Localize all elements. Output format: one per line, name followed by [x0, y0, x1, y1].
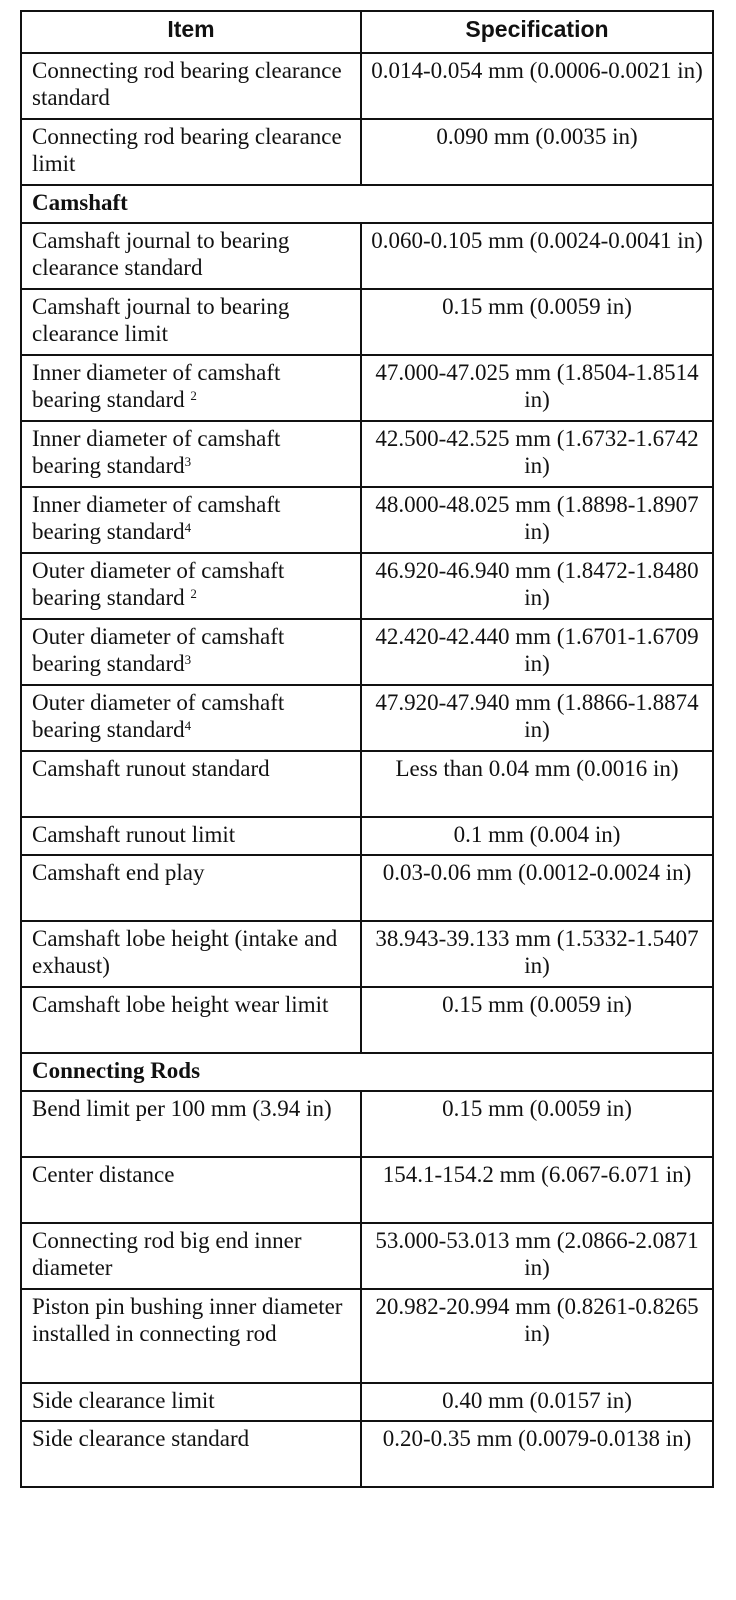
spec-cell: 0.15 mm (0.0059 in) — [361, 1091, 713, 1157]
table-row — [21, 921, 713, 987]
table-row — [21, 685, 713, 751]
spec-cell: 42.500-42.525 mm (1.6732-1.6742 in) — [361, 421, 713, 487]
footnote-marker: 4 — [184, 520, 192, 535]
specification-table — [20, 10, 714, 1488]
table-row — [21, 487, 713, 553]
table-row — [21, 1289, 713, 1383]
table-row — [21, 355, 713, 421]
item-cell — [21, 355, 361, 421]
item-cell — [21, 421, 361, 487]
item-cell: Side clearance limit — [21, 1383, 361, 1421]
item-cell: Piston pin bushing inner diameter installed in connecting rod — [21, 1289, 361, 1383]
footnote-marker: 3 — [184, 652, 192, 667]
spec-cell: 53.000-53.013 mm (2.0866-2.0871 in) — [361, 1223, 713, 1289]
table-row — [21, 1157, 713, 1223]
item-text: Outer diameter of camshaft bearing standard — [32, 624, 285, 676]
spec-cell: 46.920-46.940 mm (1.8472-1.8480 in) — [361, 553, 713, 619]
item-cell: Center distance — [21, 1157, 361, 1223]
spec-cell: 0.40 mm (0.0157 in) — [361, 1383, 713, 1421]
spec-cell: 20.982-20.994 mm (0.8261-0.8265 in) — [361, 1289, 713, 1383]
item-cell: Camshaft lobe height wear limit — [21, 987, 361, 1053]
spec-cell: 0.060-0.105 mm (0.0024-0.0041 in) — [361, 223, 713, 289]
table-row — [21, 1091, 713, 1157]
item-cell — [21, 685, 361, 751]
item-cell: Camshaft runout standard — [21, 751, 361, 817]
item-cell: Connecting rod big end inner diameter — [21, 1223, 361, 1289]
spec-cell: Less than 0.04 mm (0.0016 in) — [361, 751, 713, 817]
table-row — [21, 987, 713, 1053]
table-row — [21, 119, 713, 185]
table-row — [21, 1223, 713, 1289]
spec-cell: 0.15 mm (0.0059 in) — [361, 289, 713, 355]
table-row — [21, 619, 713, 685]
item-cell — [21, 553, 361, 619]
spec-cell: 0.15 mm (0.0059 in) — [361, 987, 713, 1053]
item-cell: Camshaft runout limit — [21, 817, 361, 855]
spec-cell: 38.943-39.133 mm (1.5332-1.5407 in) — [361, 921, 713, 987]
item-text: Inner diameter of camshaft bearing standard — [32, 492, 281, 544]
item-cell: Bend limit per 100 mm (3.94 in) — [21, 1091, 361, 1157]
table-row — [21, 53, 713, 119]
spec-cell: 47.000-47.025 mm (1.8504-1.8514 in) — [361, 355, 713, 421]
table-row — [21, 817, 713, 855]
footnote-marker: 4 — [184, 718, 192, 733]
item-text: Outer diameter of camshaft bearing standard — [32, 558, 285, 610]
item-cell — [21, 487, 361, 553]
spec-cell: 0.1 mm (0.004 in) — [361, 817, 713, 855]
section-row-connecting-rods — [21, 1053, 713, 1091]
spec-cell: 0.03-0.06 mm (0.0012-0.0024 in) — [361, 855, 713, 921]
item-column-header: Item — [21, 11, 361, 53]
item-cell: Camshaft journal to bearing clearance standard — [21, 223, 361, 289]
section-row-camshaft — [21, 185, 713, 223]
item-text: Inner diameter of camshaft bearing standard — [32, 426, 281, 478]
spec-cell: 0.014-0.054 mm (0.0006-0.0021 in) — [361, 53, 713, 119]
table-row — [21, 1421, 713, 1487]
footnote-marker: 3 — [184, 454, 192, 469]
item-cell: Camshaft end play — [21, 855, 361, 921]
table-row — [21, 751, 713, 817]
table-row — [21, 289, 713, 355]
footnote-marker: 2 — [190, 388, 197, 403]
item-cell: Camshaft lobe height (intake and exhaust) — [21, 921, 361, 987]
table-row — [21, 223, 713, 289]
spec-cell: 0.090 mm (0.0035 in) — [361, 119, 713, 185]
section-title: Connecting Rods — [21, 1053, 713, 1091]
item-text: Inner diameter of camshaft bearing standard — [32, 360, 281, 412]
specification-column-header: Specification — [361, 11, 713, 53]
item-cell: Connecting rod bearing clearance limit — [21, 119, 361, 185]
footnote-marker: 2 — [190, 586, 197, 601]
item-text: Outer diameter of camshaft bearing standard — [32, 690, 285, 742]
table-row — [21, 553, 713, 619]
item-cell: Side clearance standard — [21, 1421, 361, 1487]
spec-cell: 42.420-42.440 mm (1.6701-1.6709 in) — [361, 619, 713, 685]
section-title: Camshaft — [21, 185, 713, 223]
spec-cell: 48.000-48.025 mm (1.8898-1.8907 in) — [361, 487, 713, 553]
spec-cell: 0.20-0.35 mm (0.0079-0.0138 in) — [361, 1421, 713, 1487]
table-row — [21, 855, 713, 921]
item-cell: Connecting rod bearing clearance standard — [21, 53, 361, 119]
table-header-row — [21, 11, 713, 53]
table-row — [21, 421, 713, 487]
item-cell — [21, 619, 361, 685]
item-cell: Camshaft journal to bearing clearance limit — [21, 289, 361, 355]
table-row — [21, 1383, 713, 1421]
spec-cell: 154.1-154.2 mm (6.067-6.071 in) — [361, 1157, 713, 1223]
spec-cell: 47.920-47.940 mm (1.8866-1.8874 in) — [361, 685, 713, 751]
